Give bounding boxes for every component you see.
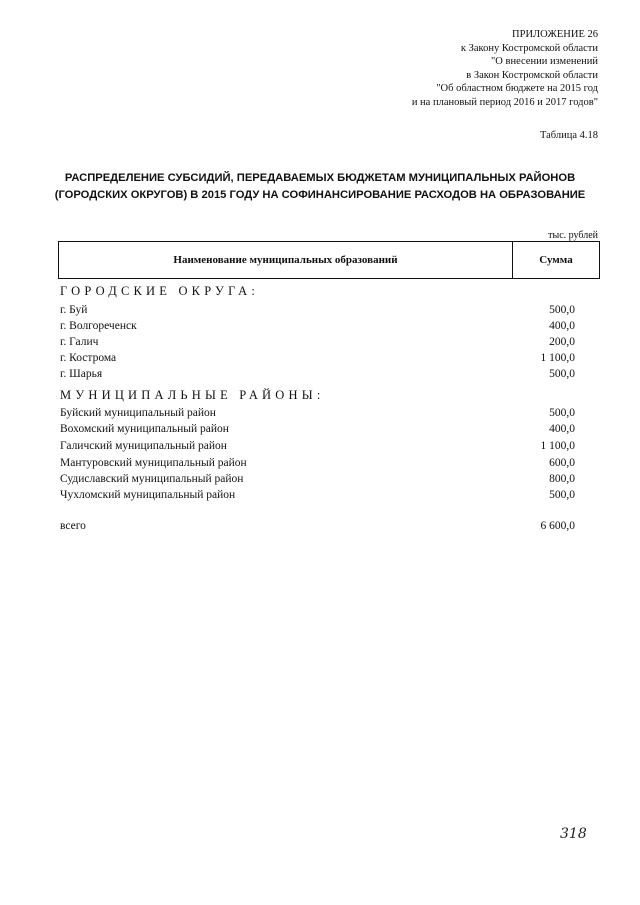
section-title-municipal-districts: МУНИЦИПАЛЬНЫЕ РАЙОНЫ: bbox=[60, 388, 325, 402]
section-title-urban-districts: ГОРОДСКИЕ ОКРУГА: bbox=[60, 284, 260, 298]
table-row bbox=[60, 423, 575, 439]
row-value: 1 100,0 bbox=[540, 352, 575, 364]
row-name: г. Буй bbox=[60, 304, 88, 316]
row-name: г. Шарья bbox=[60, 368, 103, 380]
header-line: "О внесении изменений bbox=[491, 56, 598, 67]
row-name: Чухломский муниципальный район bbox=[60, 489, 236, 501]
table-row bbox=[60, 320, 575, 336]
row-name: Мантуровский муниципальный район bbox=[60, 457, 247, 469]
table-row bbox=[60, 473, 575, 489]
row-value: 400,0 bbox=[549, 320, 575, 332]
row-value: 400,0 bbox=[549, 423, 575, 435]
table-number: Таблица 4.18 bbox=[539, 130, 598, 141]
appendix-header bbox=[412, 28, 598, 109]
row-name: Галичский муниципальный район bbox=[60, 440, 227, 452]
header-line: и на плановый период 2016 и 2017 годов" bbox=[411, 96, 598, 108]
column-header-sum: Сумма bbox=[512, 242, 599, 278]
table-row bbox=[60, 352, 575, 368]
column-header-name: Наименование муниципальных образований bbox=[173, 254, 398, 266]
row-value: 200,0 bbox=[549, 336, 575, 348]
row-value: 500,0 bbox=[549, 304, 575, 316]
row-name: Вохомский муниципальный район bbox=[60, 423, 229, 435]
row-value: 1 100,0 bbox=[540, 440, 575, 452]
header-line: к Закону Костромской области bbox=[460, 42, 598, 54]
row-name: г. Кострома bbox=[60, 352, 117, 364]
document-title bbox=[40, 170, 600, 204]
handwritten-page-number: 318 bbox=[560, 826, 587, 842]
table-row bbox=[60, 440, 575, 456]
row-name: г. Галич bbox=[60, 336, 99, 348]
row-value: 500,0 bbox=[549, 407, 575, 419]
units-label: тыс. рублей bbox=[548, 230, 598, 241]
table-header bbox=[58, 241, 600, 279]
total-label: всего bbox=[60, 520, 86, 532]
row-value: 500,0 bbox=[549, 368, 575, 380]
row-name: Буйский муниципальный район bbox=[60, 407, 216, 419]
title-line-2: (ГОРОДСКИХ ОКРУГОВ) В 2015 ГОДУ НА СОФИНАНСИРОВАНИЕ РАСХОДОВ НА ОБРАЗОВАНИЕ bbox=[54, 189, 586, 201]
header-line: "Об областном бюджете на 2015 год bbox=[436, 83, 598, 94]
table-row bbox=[60, 304, 575, 320]
table-row bbox=[60, 368, 575, 384]
header-line: в Закон Костромской области bbox=[466, 69, 598, 81]
total-value: 6 600,0 bbox=[540, 520, 575, 532]
title-line-1: РАСПРЕДЕЛЕНИЕ СУБСИДИЙ, ПЕРЕДАВАЕМЫХ БЮДЖЕТАМ МУНИЦИПАЛЬНЫХ РАЙОНОВ bbox=[64, 172, 576, 184]
row-value: 500,0 bbox=[549, 489, 575, 501]
table-row bbox=[60, 489, 575, 505]
total-row bbox=[60, 520, 575, 536]
row-value: 600,0 bbox=[549, 457, 575, 469]
table-row bbox=[60, 336, 575, 352]
header-line: ПРИЛОЖЕНИЕ 26 bbox=[512, 29, 598, 40]
row-name: Судиславский муниципальный район bbox=[60, 473, 244, 485]
row-value: 800,0 bbox=[549, 473, 575, 485]
table-row bbox=[60, 407, 575, 423]
row-name: г. Волгореченск bbox=[60, 320, 137, 332]
table-row bbox=[60, 457, 575, 473]
